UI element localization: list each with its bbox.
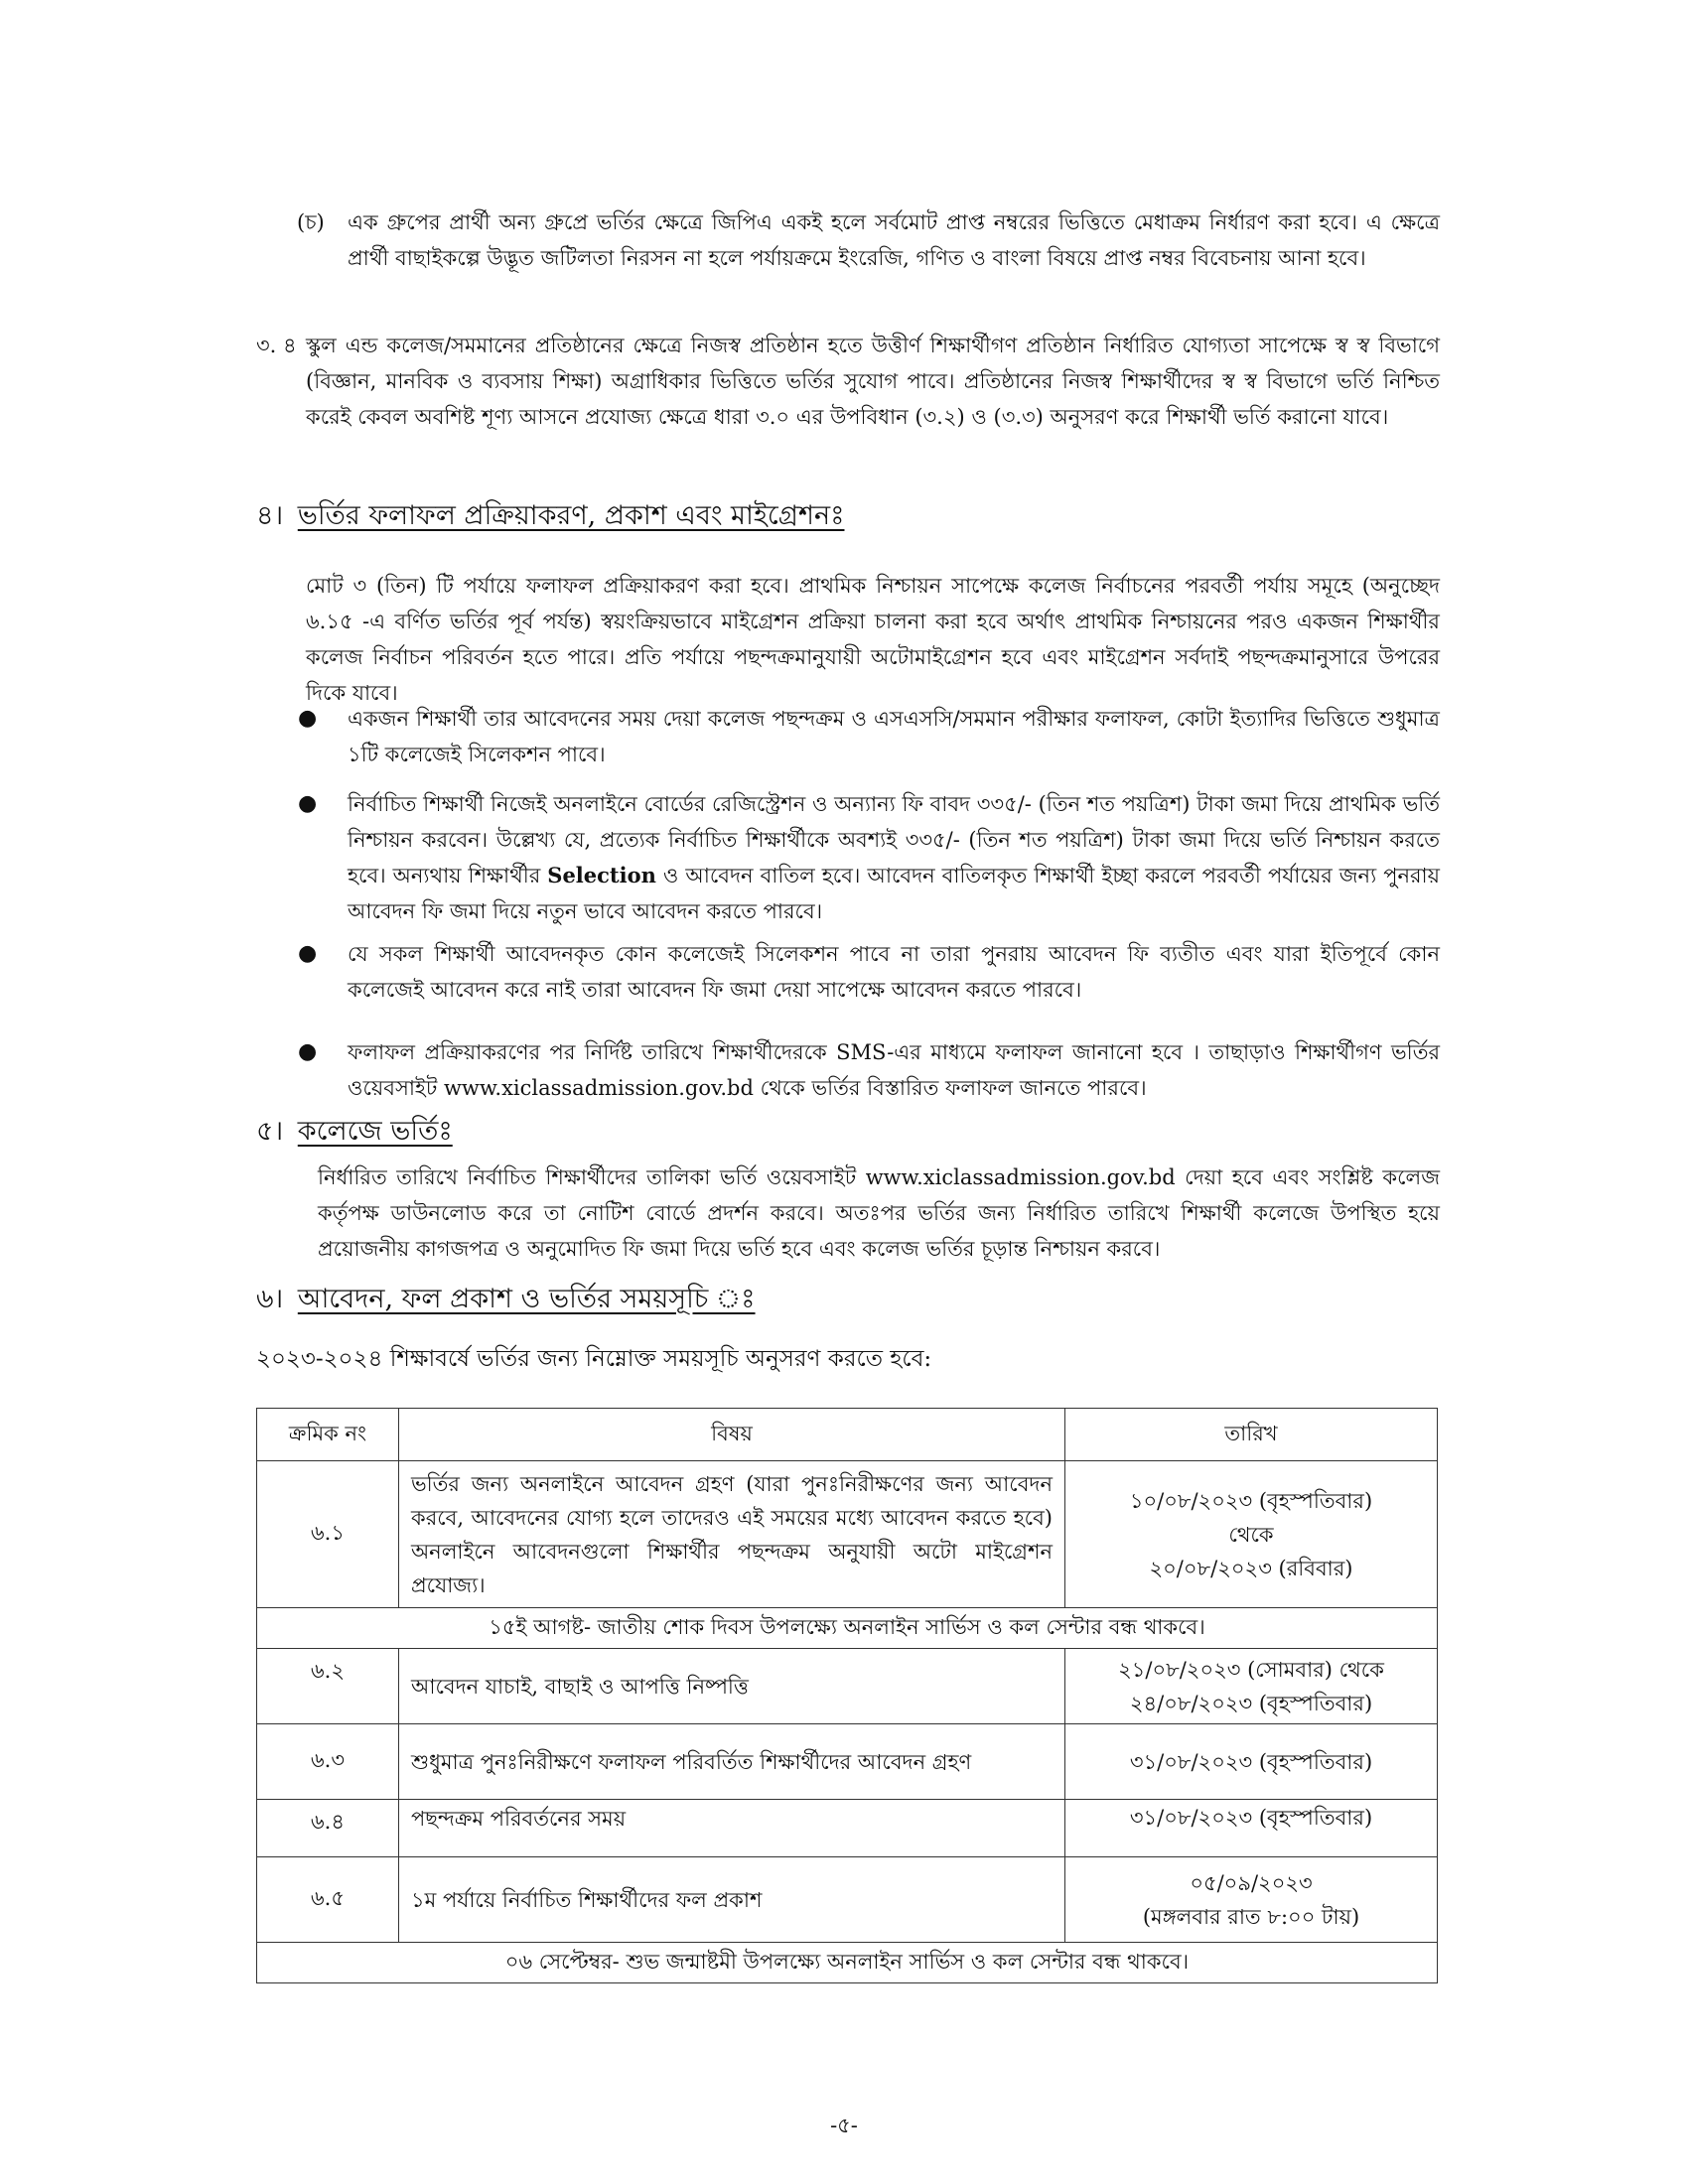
header-date: তারিখ [1065, 1409, 1438, 1461]
section-5-heading [256, 1112, 453, 1152]
section-4-number: ৪। [256, 500, 284, 531]
section-6-number: ৬। [256, 1284, 284, 1314]
row-date [1065, 1649, 1438, 1724]
date-line: ৩১/০৮/২০২৩ (বৃহস্পতিবার) [1129, 1749, 1373, 1774]
section-4-bullet-1: একজন শিক্ষার্থী তার আবেদনের সময় দেয়া কলেজ পছন্দক্রম ও এসএসসি/সমমান পরীক্ষার ফলাফল, কোটা ইত্যাদির ভিত্তিতে শুধুমাত্র ১টি কলেজেই সিলেকশন পাবে। [348, 707, 1440, 766]
table-row [257, 1800, 1438, 1857]
row-serial: ৬.৪ [257, 1800, 399, 1857]
section-6-lead: ২০২৩-২০২৪ শিক্ষাবর্ষে ভর্তির জন্য নিম্নোক্ত সময়সূচি অনুসরণ করতে হবে: [256, 1346, 932, 1372]
date-line: ২০/০৮/২০২৩ (রবিবার) [1149, 1556, 1353, 1580]
section-4-bullet-4: ফলাফল প্রক্রিয়াকরণের পর নির্দিষ্ট তারিখে শিক্ষার্থীদেরকে SMS-এর মাধ্যমে ফলাফল জানানো হবে । তাছাড়াও শিক্ষার্থীগণ ভর্তির ওয়েবসাইট www.xiclassadmission.gov.bd থেকে ভর্তির বিস্তারিত ফলাফল জানতে পারবে। [348, 1040, 1440, 1100]
row-serial: ৬.৫ [257, 1857, 399, 1943]
table-note: ১৫ই আগষ্ট- জাতীয় শোক দিবস উপলক্ষ্যে অনলাইন সার্ভিস ও কল সেন্টার বন্ধ থাকবে। [257, 1608, 1438, 1649]
bullet-dot: ● [298, 1039, 318, 1064]
bullet-2-rest: ও আবেদন বাতিল হবে। আবেদন বাতিলকৃত শিক্ষার্থী ইচ্ছা করলে পরবর্তী পর্যায়ের জন্য পুনরায় আবেদন ফি জমা দিয়ে নতুন ভাবে আবেদন করতে পারবে। [348, 864, 1440, 923]
section-4-heading [256, 496, 844, 536]
date-line: ৩১/০৮/২০২৩ (বৃহস্পতিবার) [1129, 1806, 1373, 1830]
bullet-dot: ● [298, 706, 318, 731]
section-4-bullet-3: যে সকল শিক্ষার্থী আবেদনকৃত কোন কলেজেই সিলেকশন পাবে না তারা পুনরায় আবেদন ফি ব্যতীত এবং যারা ইতিপূর্বে কোন কলেজেই আবেদন করে নাই তারা আবেদন ফি জমা দেয়া সাপেক্ষে আবেদন করতে পারবে। [348, 942, 1440, 1002]
header-subject: বিষয় [399, 1409, 1065, 1461]
table-note-row [257, 1943, 1438, 1983]
row-subject: আবেদন যাচাই, বাছাই ও আপত্তি নিষ্পত্তি [399, 1649, 1065, 1724]
item-cha-marker: (চ) [297, 210, 325, 234]
row-date [1065, 1461, 1438, 1608]
schedule-table [256, 1408, 1438, 1983]
row-date [1065, 1724, 1438, 1800]
row-serial: ৬.১ [257, 1461, 399, 1608]
section-5-title: কলেজে ভর্তিঃ [297, 1116, 453, 1147]
bullet-dot: ● [298, 941, 318, 966]
section-6-title: আবেদন, ফল প্রকাশ ও ভর্তির সময়সূচি ঃ [297, 1284, 756, 1314]
bullet-dot: ● [298, 791, 318, 816]
date-line: ০৫/০৯/২০২৩ [1190, 1870, 1313, 1895]
table-row [257, 1649, 1438, 1724]
table-row [257, 1461, 1438, 1608]
item-cha-text: এক গ্রুপের প্রার্থী অন্য গ্রুপ্রে ভর্তির ক্ষেত্রে জিপিএ একই হলে সর্বমোট প্রাপ্ত নম্বরের ভিত্তিতে মেধাক্রম নির্ধারণ করা হবে। এ ক্ষেত্রে প্রার্থী বাছাইকল্পে উদ্ভূত জটিলতা নিরসন না হলে পর্যায়ক্রমে ইংরেজি, গণিত ও বাংলা বিষয়ে প্রাপ্ত নম্বর বিবেচনায় আনা হবে। [348, 210, 1440, 270]
row-subject: ১ম পর্যায়ে নির্বাচিত শিক্ষার্থীদের ফল প্রকাশ [399, 1857, 1065, 1943]
header-serial: ক্রমিক নং [257, 1409, 399, 1461]
section-5-number: ৫। [256, 1116, 284, 1147]
page-number: -৫- [830, 2114, 858, 2137]
bullet-2-text: নির্বাচিত শিক্ষার্থী নিজেই অনলাইনে বোর্ডের রেজিস্ট্রেশন ও অন্যান্য ফি বাবদ ৩৩৫/- (তিন শত পয়ত্রিশ) টাকা জমা দিয়ে প্রাথমিক ভর্তি নিশ্চায়ন করবেন। উল্লেখ্য যে, প্রত্যেক নির্বাচিত শিক্ষার্থীকে অবশ্যই ৩৩৫/- (তিন শত পয়ত্রিশ) টাকা জমা দিয়ে ভর্তি নিশ্চায়ন করতে হবে। অন্যথায় শিক্ষার্থীর [348, 792, 1440, 887]
section-4-bullet-2 [348, 786, 1440, 929]
row-subject: পছন্দক্রম পরিবর্তনের সময় [399, 1800, 1065, 1857]
row-date [1065, 1857, 1438, 1943]
date-line: থেকে [1228, 1522, 1274, 1547]
table-row [257, 1724, 1438, 1800]
row-serial: ৬.৩ [257, 1724, 399, 1800]
date-line: (মঙ্গলবার রাত ৮:০০ টায়) [1142, 1904, 1360, 1929]
row-subject: শুধুমাত্র পুনঃনিরীক্ষণে ফলাফল পরিবর্তিত শিক্ষার্থীদের আবেদন গ্রহণ [399, 1724, 1065, 1800]
date-line: ১০/০৮/২০২৩ (বৃহস্পতিবার) [1129, 1488, 1373, 1513]
table-row [257, 1857, 1438, 1943]
row-serial: ৬.২ [257, 1649, 399, 1724]
section-3-4-number: ৩. ৪ [256, 334, 297, 357]
table-header-row [257, 1409, 1438, 1461]
date-line: ২৪/০৮/২০২৩ (বৃহস্পতিবার) [1129, 1691, 1373, 1715]
row-date [1065, 1800, 1438, 1857]
table-note: ০৬ সেপ্টেম্বর- শুভ জন্মাষ্টমী উপলক্ষ্যে অনলাইন সার্ভিস ও কল সেন্টার বন্ধ থাকবে। [257, 1943, 1438, 1983]
section-3-4-text: স্কুল এন্ড কলেজ/সমমানের প্রতিষ্ঠানের ক্ষেত্রে নিজস্ব প্রতিষ্ঠান হতে উত্তীর্ণ শিক্ষার্থীগণ প্রতিষ্ঠান নির্ধারিত যোগ্যতা সাপেক্ষে স্ব স্ব বিভাগে (বিজ্ঞান, মানবিক ও ব্যবসায় শিক্ষা) অগ্রাধিকার ভিত্তিতে ভর্তির সুযোগ পাবে। প্রতিষ্ঠানের নিজস্ব শিক্ষার্থীদের স্ব স্ব বিভাগে ভর্তি নিশ্চিত করেই কেবল অবশিষ্ট শূণ্য আসনে প্রযোজ্য ক্ষেত্রে ধারা ৩.০ এর উপবিধান (৩.২) ও (৩.৩) অনুসরণ করে শিক্ষার্থী ভর্তি করানো যাবে। [306, 334, 1440, 429]
section-4-title: ভর্তির ফলাফল প্রক্রিয়াকরণ, প্রকাশ এবং মাইগ্রেশনঃ [297, 500, 845, 531]
table-note-row [257, 1608, 1438, 1649]
section-6-heading [256, 1280, 756, 1319]
date-line: ২১/০৮/২০২৩ (সোমবার) থেকে [1118, 1657, 1384, 1682]
row-subject: ভর্তির জন্য অনলাইনে আবেদন গ্রহণ (যারা পুনঃনিরীক্ষণের জন্য আবেদন করবে, আবেদনের যোগ্য হলে তাদেরও এই সময়ের মধ্যে আবেদন করতে হবে) অনলাইনে আবেদনগুলো শিক্ষার্থীর পছন্দক্রম অনুযায়ী অটো মাইগ্রেশন প্রযোজ্য। [399, 1461, 1065, 1608]
bullet-2-bold: Selection [547, 863, 656, 887]
section-5-text: নির্ধারিত তারিখে নির্বাচিত শিক্ষার্থীদের তালিকা ভর্তি ওয়েবসাইট www.xiclassadmission.gov.bd দেয়া হবে এবং সংশ্লিষ্ট কলেজ কর্তৃপক্ষ ডাউনলোড করে তা নোটিশ বোর্ডে প্রদর্শন করবে। অতঃপর ভর্তির জন্য নির্ধারিত তারিখে শিক্ষার্থী কলেজে উপস্থিত হয়ে প্রয়োজনীয় কাগজপত্র ও অনুমোদিত ফি জমা দিয়ে ভর্তি হবে এবং কলেজ ভর্তির চূড়ান্ত নিশ্চায়ন করবে। [318, 1165, 1440, 1261]
section-4-intro: মোট ৩ (তিন) টি পর্যায়ে ফলাফল প্রক্রিয়াকরণ করা হবে। প্রাথমিক নিশ্চায়ন সাপেক্ষে কলেজ নির্বাচনের পরবর্তী পর্যায় সমূহে (অনুচ্ছেদ ৬.১৫ -এ বর্ণিত ভর্তির পূর্ব পর্যন্ত) স্বয়ংক্রিয়ভাবে মাইগ্রেশন প্রক্রিয়া চালনা করা হবে অর্থাৎ প্রাথমিক নিশ্চায়নের পরও একজন শিক্ষার্থীর কলেজ নির্বাচন পরিবর্তন হতে পারে। প্রতি পর্যায়ে পছন্দক্রমানুযায়ী অটোমাইগ্রেশন হবে এবং মাইগ্রেশন সর্বদাই পছন্দক্রমানুসারে উপরের দিকে যাবে। [306, 574, 1440, 705]
